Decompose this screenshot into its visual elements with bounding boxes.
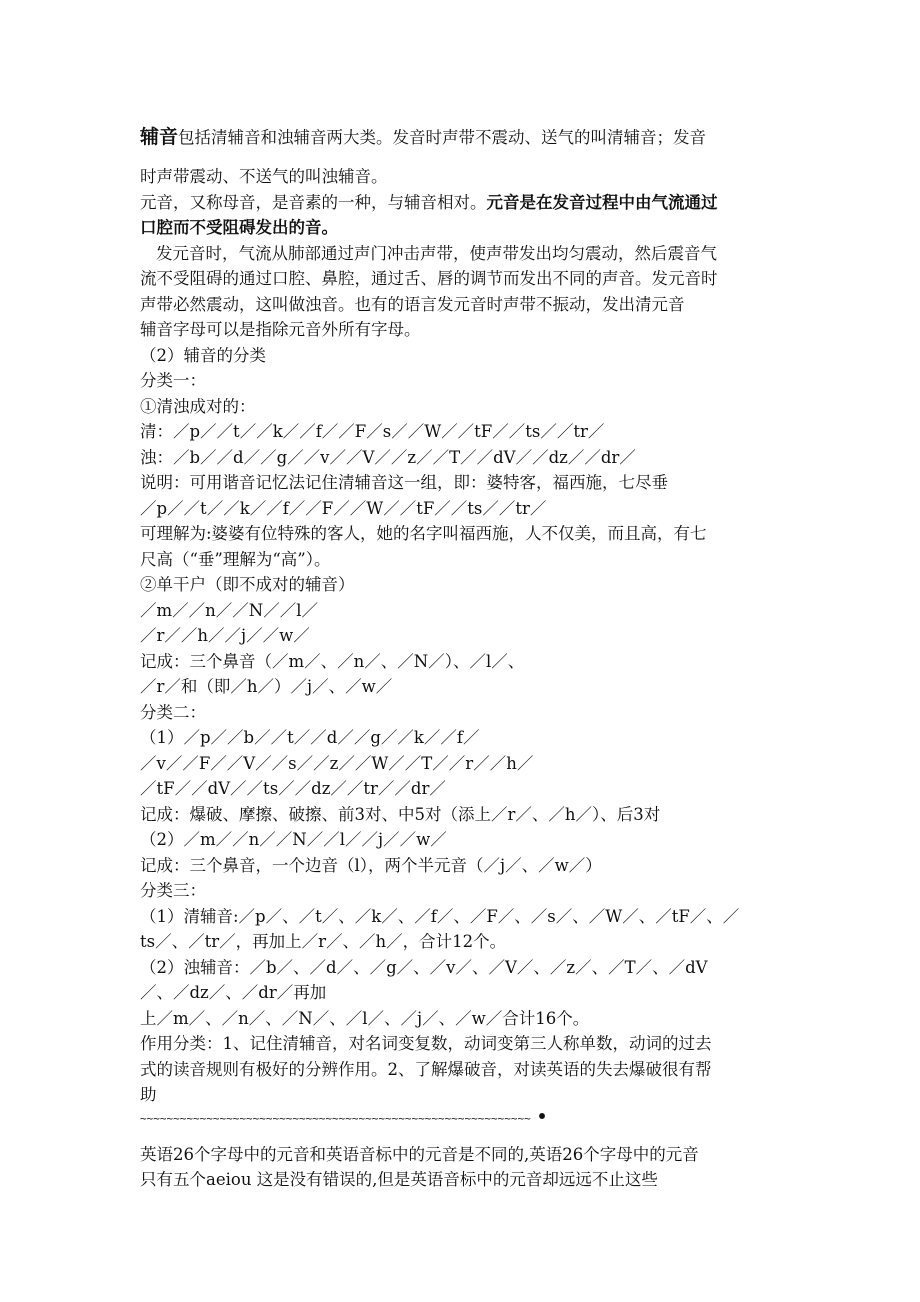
vowel-letters-2: 只有五个aeiou 这是没有错误的,但是英语音标中的元音却远远不止这些 <box>140 1170 658 1189</box>
vowel-def-line <box>140 190 790 216</box>
mnemonic-note: 说明：可用谐音记忆法记住清辅音这一组，即：婆特客，福西施，七尽垂 <box>140 473 668 492</box>
voiced-list: 浊：／b／／d／／g／／v／／V／／z／／T／／dV／／dz／／dr／ <box>140 447 636 467</box>
class-three-heading: 分类三： <box>140 881 206 900</box>
intro-text: 包括清辅音和浊辅音两大类。发音时声带不震动、送气的叫清辅音；发音 <box>178 128 707 147</box>
usage-note-2: 式的读音规则有极好的分辨作用。2、了解爆破音，对读英语的失去爆破很有帮 <box>140 1059 712 1079</box>
tilde-row: ~~~~~~~~~~~~~~~~~~~~~~~~~~~~~~~~~~~~~~~~~~~~~~~~~~~~~~~~~~~ <box>140 1111 531 1125</box>
vowel-letters-1: 英语26个字母中的元音和英语音标中的元音是不同的,英语26个字母中的元音 <box>140 1144 699 1164</box>
voiced-summary-1: （2）浊辅音：／b／、／d／、／g／、／v／、／V／、／z／、／T／、／dV <box>140 957 708 977</box>
class-one-heading: 分类一： <box>140 371 206 390</box>
vowel-def-bold: 元音是在发音过程中由气流通过 <box>486 192 718 212</box>
usage-note-3: 助 <box>140 1085 157 1104</box>
unpaired-heading: ②单干户（即不成对的辅音） <box>140 575 355 594</box>
term-consonant: 辅音 <box>140 126 179 148</box>
mnemonic-symbols: ／p／／t／／k／／f／／F／／W／／tF／／ts／／tr／ <box>140 498 547 518</box>
intro-line-2: 时声带震动、不送气的叫浊辅音。 <box>140 167 388 186</box>
class-two-list-1: （1）／p／／b／／t／／d／／g／／k／／f／ <box>140 728 480 747</box>
unpaired-list-2: ／r／／h／／j／／w／ <box>140 626 310 645</box>
vowel-para-1: 发元音时，气流从肺部通过声门冲击声带，使声带发出均匀震动，然后震音气 <box>156 243 717 263</box>
class-two-list-3: ／tF／／dV／／ts／／dz／／tr／／dr／ <box>140 779 446 798</box>
intro-line-1 <box>140 120 790 155</box>
voiced-summary-2: ／、／dz／、／dr／再加 <box>140 983 327 1002</box>
document-body <box>140 120 790 1193</box>
unpaired-note-1: 记成：三个鼻音（／m／、／n／、／N／）、／l／、 <box>140 651 525 671</box>
tilde-divider <box>140 1108 790 1128</box>
unpaired-note-2: ／r／和（即／h／）／j／、／w／ <box>140 677 393 696</box>
section-heading: （2）辅音的分类 <box>140 345 266 365</box>
class-two-heading: 分类二： <box>140 702 206 722</box>
class-two-list-4: （2）／m／／n／／N／／l／／j／／w／ <box>140 830 447 849</box>
voiceless-summary-1: （1）清辅音:／p／、／t／、／k／、／f／、／F／、／s／、／W／、／tF／、／ <box>140 906 740 926</box>
class-two-note-1: 记成：爆破、摩擦、破擦、前3对、中5对（添上／r／、／h／）、后3对 <box>140 804 661 824</box>
consonant-letters: 辅音字母可以是指除元音外所有字母。 <box>140 320 421 339</box>
vowel-def-text: 元音，又称母音，是音素的一种，与辅音相对。 <box>140 192 487 212</box>
mnemonic-explain-1: 可理解为:婆婆有位特殊的客人，她的名字叫福西施，人不仅美，而且高，有七 <box>140 524 707 543</box>
class-two-list-2: ／v／／F／／V／／s／／z／／W／／T／／r／／h／ <box>140 753 534 773</box>
voiceless-summary-2: ts／、／tr／，再加上／r／、／h／，合计12个。 <box>140 932 507 951</box>
voiced-summary-3: 上／m／、／n／、／N／、／l／、／j／、／w／合计16个。 <box>140 1008 590 1028</box>
vowel-para-2: 流不受阻碍的通过口腔、鼻腔，通过舌、唇的调节而发出不同的声音。发元音时 <box>140 269 718 288</box>
bullet-dot: • <box>536 1106 548 1126</box>
paired-heading: ①清浊成对的： <box>140 396 256 416</box>
vowel-para-3: 声带必然震动，这叫做浊音。也有的语言发元音时声带不振动，发出清元音 <box>140 294 685 314</box>
unpaired-list-1: ／m／／n／／N／／l／ <box>140 600 318 620</box>
mnemonic-explain-2: 尺高（“垂”理解为“高”）。 <box>140 549 331 569</box>
vowel-def-line-2: 口腔而不受阻碍发出的音。 <box>140 218 338 237</box>
class-two-note-2: 记成：三个鼻音，一个边音（l），两个半元音（／j／、／w／） <box>140 855 602 875</box>
usage-note-1: 作用分类：1、记住清辅音，对名词变复数，动词变第三人称单数，动词的过去 <box>140 1034 712 1053</box>
voiceless-list: 清：／p／／t／／k／／f／／F／s／／W／／tF／／ts／／tr／ <box>140 422 605 441</box>
